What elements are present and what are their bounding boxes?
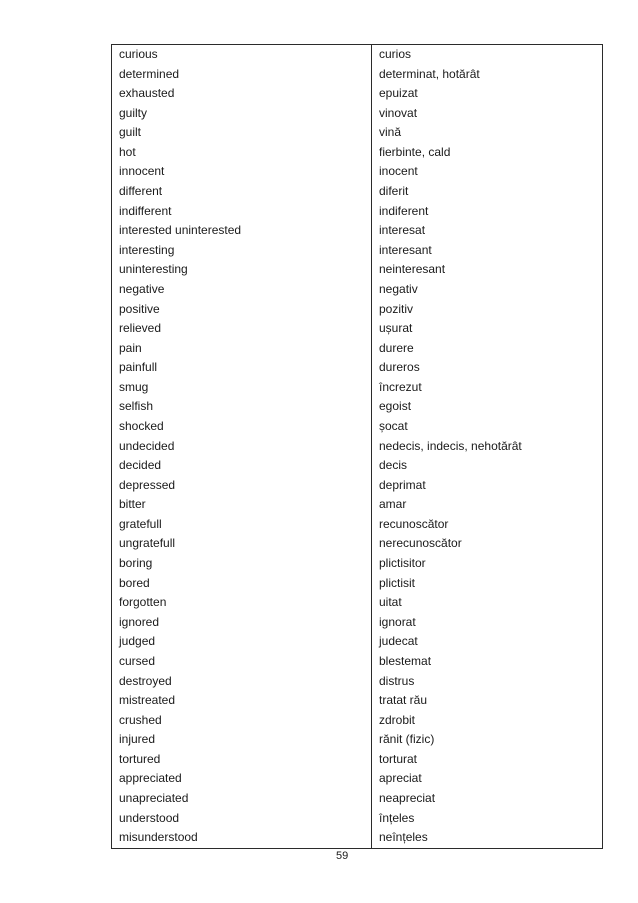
english-term: negative xyxy=(119,281,165,296)
english-term: smug xyxy=(119,379,149,394)
romanian-translation: înțeles xyxy=(379,810,415,825)
table-row xyxy=(112,730,602,750)
table-row xyxy=(112,202,602,222)
romanian-translation: ignorat xyxy=(379,614,416,629)
vocabulary-table xyxy=(111,44,603,849)
table-row xyxy=(112,789,602,809)
english-term: relieved xyxy=(119,321,162,336)
romanian-translation: negativ xyxy=(379,281,418,296)
table-row xyxy=(112,104,602,124)
table-row xyxy=(112,417,602,437)
table-row xyxy=(112,319,602,339)
romanian-translation: pozitiv xyxy=(379,301,414,316)
romanian-translation: încrezut xyxy=(379,379,422,394)
romanian-translation: rănit (fizic) xyxy=(379,732,435,747)
table-row xyxy=(112,750,602,770)
table-row xyxy=(112,182,602,202)
table-row xyxy=(112,574,602,594)
english-term: injured xyxy=(119,732,156,747)
romanian-translation: plictisitor xyxy=(379,556,426,571)
table-row xyxy=(112,397,602,417)
table-row xyxy=(112,123,602,143)
table-row xyxy=(112,554,602,574)
romanian-translation: nedecis, indecis, nehotărât xyxy=(379,438,522,453)
table-row xyxy=(112,221,602,241)
page-number: 59 xyxy=(336,850,349,862)
romanian-translation: tratat rău xyxy=(379,693,428,708)
romanian-translation: indiferent xyxy=(379,203,429,218)
english-term: painfull xyxy=(119,360,158,375)
romanian-translation: determinat, hotărât xyxy=(379,66,480,81)
english-term: hot xyxy=(119,144,136,159)
english-term: destroyed xyxy=(119,673,172,688)
romanian-translation: inocent xyxy=(379,164,418,179)
romanian-translation: decis xyxy=(379,458,408,473)
romanian-translation: interesat xyxy=(379,223,426,238)
table-row xyxy=(112,143,602,163)
english-term: guilty xyxy=(119,105,148,120)
romanian-translation: neinteresant xyxy=(379,262,446,277)
romanian-translation: diferit xyxy=(379,184,409,199)
table-row xyxy=(112,711,602,731)
table-row xyxy=(112,45,602,65)
table-row xyxy=(112,162,602,182)
english-term: decided xyxy=(119,458,162,473)
romanian-translation: plictisit xyxy=(379,575,416,590)
table-row xyxy=(112,515,602,535)
table-row xyxy=(112,691,602,711)
table-row xyxy=(112,378,602,398)
table-row xyxy=(112,534,602,554)
romanian-translation: durere xyxy=(379,340,414,355)
english-term: positive xyxy=(119,301,160,316)
english-term: forgotten xyxy=(119,595,167,610)
romanian-translation: interesant xyxy=(379,242,432,257)
romanian-translation: vină xyxy=(379,125,402,140)
table-row xyxy=(112,672,602,692)
english-term: exhausted xyxy=(119,86,175,101)
romanian-translation: blestemat xyxy=(379,653,432,668)
table-row xyxy=(112,476,602,496)
english-term: boring xyxy=(119,556,153,571)
english-term: indifferent xyxy=(119,203,172,218)
table-row xyxy=(112,495,602,515)
table-row xyxy=(112,358,602,378)
table-row xyxy=(112,241,602,261)
romanian-translation: curios xyxy=(379,47,412,61)
table-row xyxy=(112,65,602,85)
column-divider xyxy=(371,45,372,848)
english-term: gratefull xyxy=(119,516,162,531)
english-term: interested uninterested xyxy=(119,223,242,238)
english-term: understood xyxy=(119,810,180,825)
table-row xyxy=(112,437,602,457)
table-row xyxy=(112,769,602,789)
romanian-translation: egoist xyxy=(379,399,412,414)
table-row xyxy=(112,300,602,320)
english-term: depressed xyxy=(119,477,176,492)
english-term: determined xyxy=(119,66,180,81)
english-term: judged xyxy=(119,634,156,649)
english-term: guilt xyxy=(119,125,142,140)
romanian-translation: șocat xyxy=(379,418,408,433)
english-term: crushed xyxy=(119,712,162,727)
table-row xyxy=(112,339,602,359)
romanian-translation: neapreciat xyxy=(379,790,436,805)
table-row xyxy=(112,456,602,476)
english-term: mistreated xyxy=(119,693,176,708)
table-row xyxy=(112,260,602,280)
romanian-translation: dureros xyxy=(379,360,420,375)
table-row xyxy=(112,84,602,104)
table-body xyxy=(112,45,602,848)
table-row xyxy=(112,613,602,633)
english-term: pain xyxy=(119,340,142,355)
english-term: curious xyxy=(119,47,158,61)
english-term: undecided xyxy=(119,438,175,453)
table-row xyxy=(112,632,602,652)
english-term: unapreciated xyxy=(119,790,189,805)
english-term: shocked xyxy=(119,418,164,433)
romanian-translation: recunoscător xyxy=(379,516,449,531)
english-term: ignored xyxy=(119,614,160,629)
english-term: cursed xyxy=(119,653,156,668)
romanian-translation: epuizat xyxy=(379,86,418,101)
english-term: interesting xyxy=(119,242,175,257)
romanian-translation: apreciat xyxy=(379,771,422,786)
english-term: misunderstood xyxy=(119,830,198,845)
romanian-translation: vinovat xyxy=(379,105,418,120)
table-row xyxy=(112,652,602,672)
romanian-translation: nerecunoscător xyxy=(379,536,462,551)
english-term: bored xyxy=(119,575,150,590)
romanian-translation: zdrobit xyxy=(379,712,416,727)
english-term: ungratefull xyxy=(119,536,176,551)
romanian-translation: amar xyxy=(379,497,407,512)
english-term: selfish xyxy=(119,399,154,414)
romanian-translation: uitat xyxy=(379,595,402,610)
romanian-translation: fierbinte, cald xyxy=(379,144,451,159)
english-term: different xyxy=(119,184,163,199)
romanian-translation: judecat xyxy=(379,634,418,649)
english-term: appreciated xyxy=(119,771,182,786)
english-term: bitter xyxy=(119,497,146,512)
romanian-translation: deprimat xyxy=(379,477,426,492)
table-row xyxy=(112,593,602,613)
table-row xyxy=(112,809,602,829)
english-term: innocent xyxy=(119,164,165,179)
romanian-translation: ușurat xyxy=(379,321,413,336)
table-row xyxy=(112,280,602,300)
romanian-translation: distrus xyxy=(379,673,415,688)
romanian-translation: neînțeles xyxy=(379,830,428,845)
english-term: tortured xyxy=(119,751,161,766)
english-term: uninteresting xyxy=(119,262,188,277)
table-row xyxy=(112,828,602,848)
romanian-translation: torturat xyxy=(379,751,418,766)
